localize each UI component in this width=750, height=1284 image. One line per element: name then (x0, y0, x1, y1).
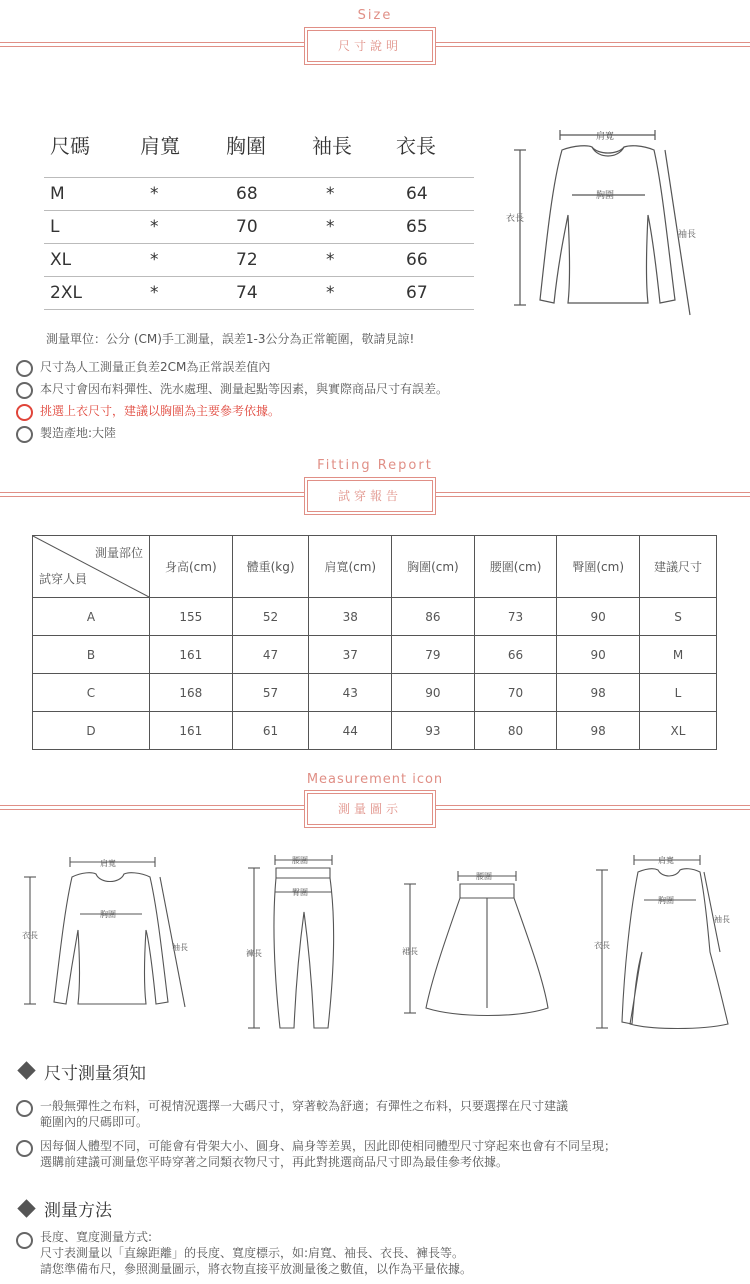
circle-bullet-icon (16, 426, 33, 443)
header-cell: 臀圍(cm) (557, 536, 640, 598)
guide-item-line: 因每個人體型不同，可能會有骨架大小、圓身、扁身等差異，因此即使相同體型尺寸穿起來也會有不同呈現； (40, 1139, 617, 1153)
size-cell: 67 (406, 283, 428, 303)
table-cell: 44 (309, 712, 392, 750)
section-fitting-en: Fitting Report (317, 458, 433, 473)
section-fitting-title-box (304, 477, 436, 515)
table-row (44, 178, 474, 211)
table-cell: 161 (150, 712, 233, 750)
table-row (44, 277, 474, 310)
size-cell: 2XL (50, 283, 82, 303)
header-cell: 肩寬(cm) (309, 536, 392, 598)
size-header-length: 衣長 (396, 134, 436, 158)
table-row (33, 598, 717, 636)
table-cell: 73 (474, 598, 557, 636)
fitting-table (32, 535, 717, 750)
size-cell: * (326, 283, 335, 303)
section-measure-en: Measurement icon (306, 772, 444, 787)
icon-dress-sleeve: 袖長 (714, 915, 730, 924)
size-cell: 74 (236, 283, 258, 303)
circle-bullet-icon (16, 382, 33, 399)
corner-cell (33, 536, 150, 598)
table-cell: 57 (232, 674, 309, 712)
header-cell: 腰圍(cm) (474, 536, 557, 598)
guide-item (40, 1098, 568, 1130)
table-cell: 37 (309, 636, 392, 674)
icon-pants-hip: 臀圍 (292, 888, 308, 897)
table-cell: 70 (474, 674, 557, 712)
size-cell: XL (50, 250, 72, 270)
table-cell: 79 (392, 636, 475, 674)
icon-top-shoulder: 肩寬 (100, 859, 116, 868)
size-header-size: 尺碼 (50, 134, 90, 158)
size-cell: * (150, 283, 159, 303)
method-title: 測量方法 (44, 1201, 112, 1221)
top-measure-diagram (500, 125, 710, 330)
size-cell: * (150, 217, 159, 237)
header-cell: 身高(cm) (150, 536, 233, 598)
diamond-bullet-icon (17, 1199, 35, 1217)
method-line: 長度、寬度測量方式: (40, 1230, 153, 1244)
table-cell: 66 (474, 636, 557, 674)
table-cell: XL (640, 712, 717, 750)
diagram-label-chest: 胸圍 (596, 191, 615, 201)
icon-pants-waist: 腰圍 (292, 856, 308, 865)
table-cell: 52 (232, 598, 309, 636)
size-cell: * (150, 250, 159, 270)
size-header-chest: 胸圍 (226, 134, 266, 158)
table-cell: 93 (392, 712, 475, 750)
table-cell: 98 (557, 674, 640, 712)
method-item (40, 1229, 472, 1277)
guide-item (40, 1138, 616, 1170)
icon-top-sleeve: 袖長 (172, 943, 188, 952)
table-cell: L (640, 674, 717, 712)
size-cell: L (50, 217, 60, 237)
size-cell: 64 (406, 184, 428, 204)
icon-dress-shoulder: 肩寬 (658, 856, 674, 865)
table-cell: 98 (557, 712, 640, 750)
table-cell: 38 (309, 598, 392, 636)
icon-pants-length: 褲長 (246, 949, 262, 958)
size-header-sleeve: 袖長 (312, 134, 352, 158)
top-icon (20, 852, 200, 1032)
measure-unit-note: 測量單位：公分 (CM)手工測量，誤差1-3公分為正常範圍，敬請見諒! (46, 332, 415, 346)
skirt-icon (398, 868, 558, 1023)
guide-item-line: 一般無彈性之布料，可視情況選擇一大碼尺寸，穿著較為舒適；有彈性之布料，只要選擇在尺寸建議 (40, 1099, 569, 1113)
method-line: 請您準備布尺，參照測量圖示，將衣物直接平放測量後之數值，以作為平量依據。 (40, 1262, 473, 1276)
circle-bullet-icon (16, 1100, 33, 1117)
size-cell: * (326, 217, 335, 237)
circle-bullet-icon (16, 1232, 33, 1249)
note-item-highlight: 挑選上衣尺寸，建議以胸圍為主要參考依據。 (40, 404, 281, 418)
section-size-title-box (304, 27, 436, 65)
corner-top-label: 測量部位 (94, 546, 143, 560)
size-cell: 65 (406, 217, 428, 237)
diagram-label-shoulder: 肩寬 (596, 132, 615, 142)
table-cell: 43 (309, 674, 392, 712)
section-measure-title-box (304, 790, 436, 828)
icon-dress-length: 衣長 (594, 941, 610, 950)
diagram-label-sleeve: 袖長 (678, 230, 697, 240)
header-cell: 胸圍(cm) (392, 536, 475, 598)
table-header-row (33, 536, 717, 598)
diagram-label-length: 衣長 (506, 214, 525, 224)
size-cell: 68 (236, 184, 258, 204)
size-cell: * (326, 184, 335, 204)
circle-bullet-icon (16, 1140, 33, 1157)
icon-skirt-length: 裙長 (402, 947, 418, 956)
size-cell: * (326, 250, 335, 270)
icon-top-length: 衣長 (22, 931, 38, 940)
header-cell: 體重(kg) (232, 536, 309, 598)
note-item: 本尺寸會因布料彈性、洗水處理、測量起點等因素，與實際商品尺寸有誤差。 (40, 382, 449, 396)
section-fitting-title: 試穿報告 (307, 480, 433, 512)
table-row (44, 211, 474, 244)
table-cell: C (33, 674, 150, 712)
note-item: 製造產地:大陸 (40, 426, 117, 440)
pants-icon (240, 852, 350, 1034)
table-cell: 155 (150, 598, 233, 636)
circle-bullet-icon (16, 360, 33, 377)
dress-icon (592, 852, 742, 1034)
icon-dress-chest: 胸圍 (658, 896, 674, 905)
guide-item-line: 選購前建議可測量您平時穿著之同類衣物尺寸，再此對挑選商品尺寸即為最佳參考依據。 (40, 1155, 509, 1169)
icon-top-chest: 胸圍 (100, 910, 116, 919)
section-measure-title: 測量圖示 (307, 793, 433, 825)
header-cell: 建議尺寸 (640, 536, 717, 598)
table-cell: 90 (392, 674, 475, 712)
size-cell: 72 (236, 250, 258, 270)
diamond-bullet-icon (17, 1061, 35, 1079)
size-header-shoulder: 肩寬 (140, 134, 180, 158)
size-cell: 70 (236, 217, 258, 237)
table-cell: 47 (232, 636, 309, 674)
icon-skirt-waist: 腰圍 (476, 872, 492, 881)
guide-title: 尺寸測量須知 (44, 1064, 146, 1084)
table-cell: A (33, 598, 150, 636)
table-cell: 86 (392, 598, 475, 636)
table-row (33, 636, 717, 674)
size-cell: * (150, 184, 159, 204)
table-cell: 80 (474, 712, 557, 750)
note-item: 尺寸為人工測量正負差2CM為正常誤差值內 (40, 360, 271, 374)
circle-bullet-icon (16, 404, 33, 421)
table-cell: S (640, 598, 717, 636)
section-size-title: 尺寸說明 (307, 30, 433, 62)
table-row (44, 244, 474, 277)
table-row (33, 674, 717, 712)
table-cell: B (33, 636, 150, 674)
size-cell: M (50, 184, 65, 204)
table-row (33, 712, 717, 750)
size-cell: 66 (406, 250, 428, 270)
corner-bottom-label: 試穿人員 (39, 572, 88, 586)
table-cell: 90 (557, 598, 640, 636)
table-cell: 90 (557, 636, 640, 674)
method-line: 尺寸表測量以「直線距離」的長度、寬度標示，如:肩寬、袖長、衣長、褲長等。 (40, 1246, 465, 1260)
table-cell: 61 (232, 712, 309, 750)
table-cell: 168 (150, 674, 233, 712)
table-cell: 161 (150, 636, 233, 674)
table-cell: D (33, 712, 150, 750)
section-size-en: Size (357, 8, 393, 23)
guide-item-line: 範圍內的尺碼即可。 (40, 1115, 149, 1129)
table-cell: M (640, 636, 717, 674)
